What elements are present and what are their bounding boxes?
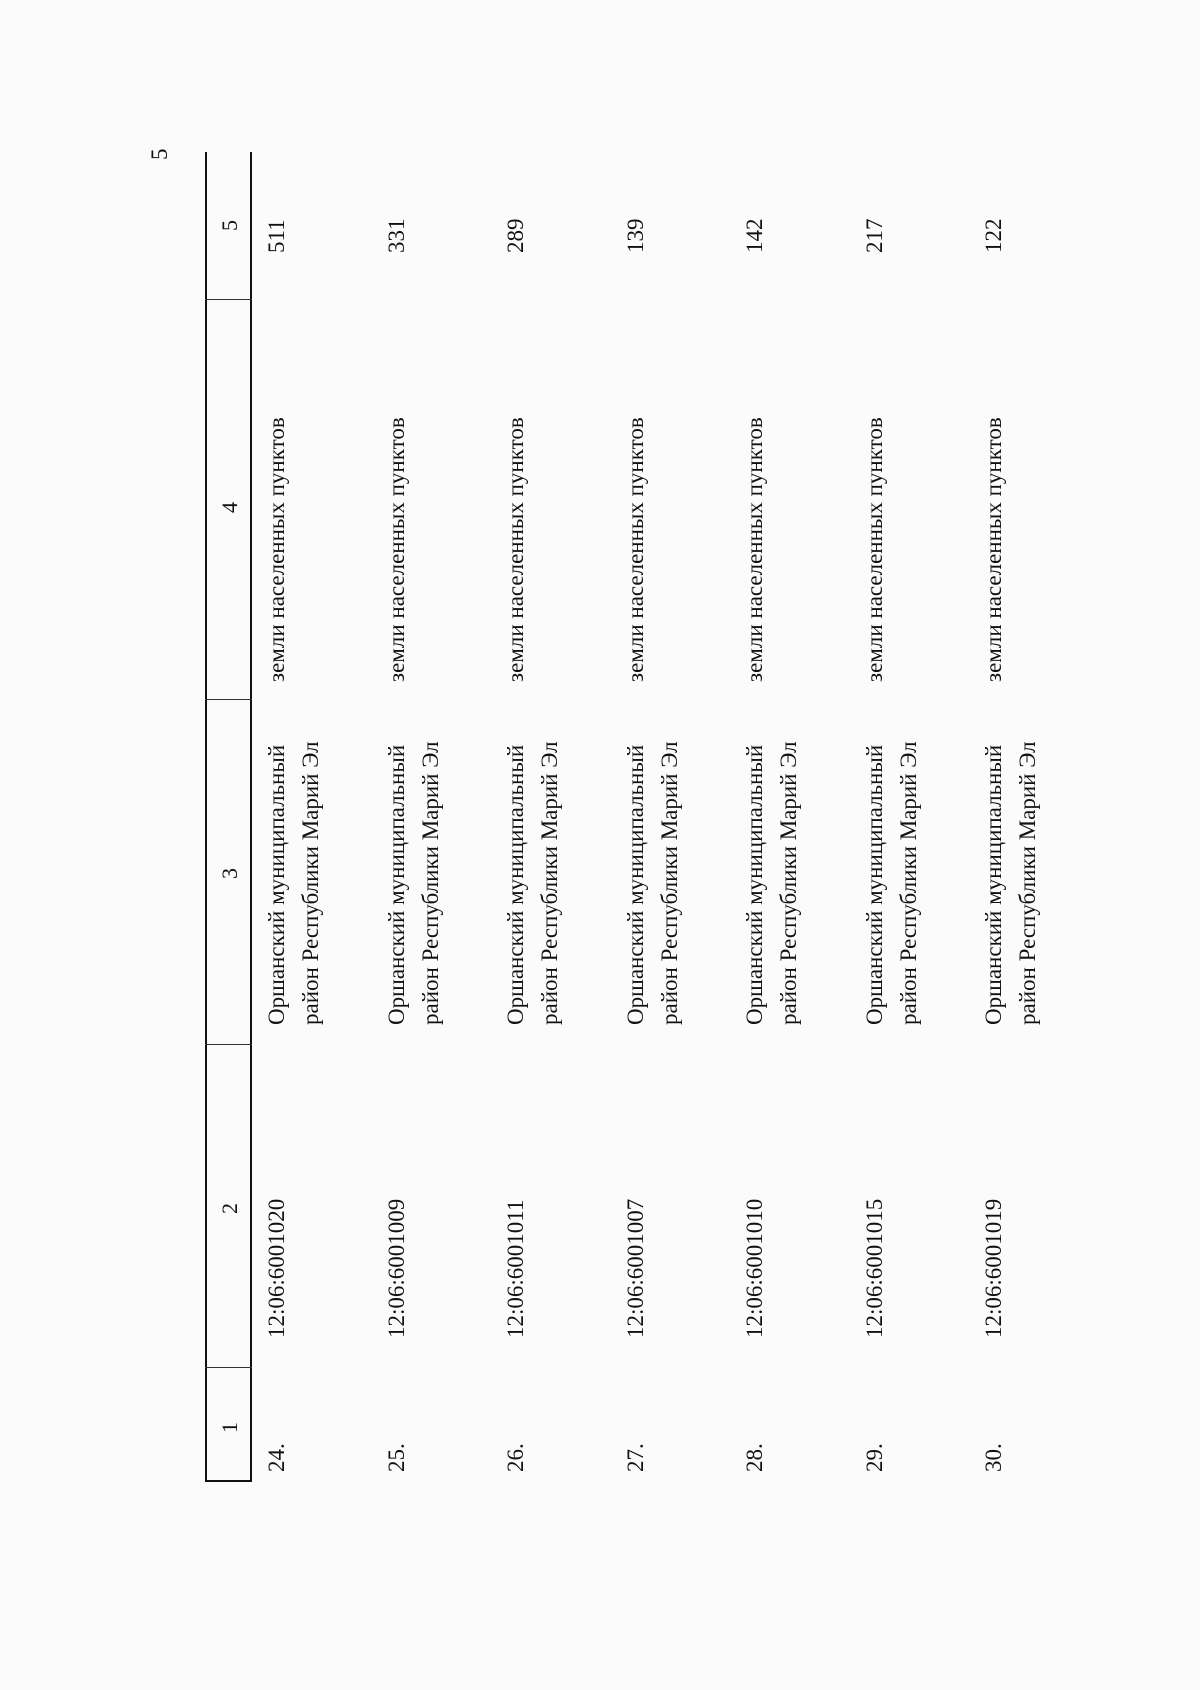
- value-cell: 142: [742, 218, 767, 253]
- location-cell-line2: район Республики Марий Эл: [298, 741, 323, 1025]
- cadastral-number-cell: 12:06:6001019: [981, 1198, 1006, 1338]
- location-cell-line2: район Республики Марий Эл: [1015, 741, 1040, 1025]
- location-cell-line2: район Республики Марий Эл: [537, 741, 562, 1025]
- column-separator: [205, 1044, 252, 1045]
- row-number-cell: 29.: [861, 1443, 887, 1472]
- value-cell: 511: [264, 219, 289, 253]
- column-header-3: 3: [217, 868, 242, 879]
- value-cell: 289: [503, 218, 528, 253]
- value-cell: 122: [981, 218, 1006, 253]
- table-top-rule: [205, 152, 207, 1482]
- location-cell-line2: район Республики Марий Эл: [776, 741, 801, 1025]
- page-number: 5: [147, 148, 172, 160]
- row-number-cell: 25.: [383, 1443, 409, 1472]
- column-separator: [205, 699, 252, 700]
- land-category-cell: земли населенных пунктов: [264, 417, 289, 682]
- value-cell: 217: [861, 218, 887, 253]
- location-cell-line1: Оршанский муниципальный: [861, 744, 887, 1025]
- land-category-cell: земли населенных пунктов: [861, 417, 887, 682]
- row-number-cell: 28.: [742, 1443, 767, 1472]
- table-header-bottom-rule: [250, 152, 252, 1482]
- land-category-cell: земли населенных пунктов: [981, 417, 1006, 682]
- land-category-cell: земли населенных пунктов: [383, 417, 409, 682]
- cadastral-number-cell: 12:06:6001011: [503, 1199, 528, 1338]
- location-cell-line1: Оршанский муниципальный: [264, 744, 289, 1025]
- column-header-1: 1: [217, 1422, 242, 1433]
- location-cell-line2: район Республики Марий Эл: [417, 741, 443, 1025]
- cadastral-number-cell: 12:06:6001007: [622, 1198, 648, 1338]
- cadastral-number-cell: 12:06:6001010: [742, 1198, 767, 1338]
- location-cell-line2: район Республики Марий Эл: [656, 741, 682, 1025]
- column-header-2: 2: [217, 1203, 242, 1214]
- row-number-cell: 26.: [503, 1443, 528, 1472]
- cadastral-number-cell: 12:06:6001015: [861, 1198, 887, 1338]
- location-cell-line1: Оршанский муниципальный: [742, 744, 767, 1025]
- column-separator: [205, 1367, 252, 1368]
- table-left-border: [205, 1480, 252, 1482]
- land-category-cell: земли населенных пунктов: [622, 417, 648, 682]
- value-cell: 139: [622, 218, 648, 253]
- location-cell-line1: Оршанский муниципальный: [503, 744, 528, 1025]
- column-header-4: 4: [217, 502, 242, 513]
- location-cell-line1: Оршанский муниципальный: [622, 744, 648, 1025]
- location-cell-line2: район Республики Марий Эл: [895, 741, 921, 1025]
- row-number-cell: 30.: [981, 1443, 1006, 1472]
- location-cell-line1: Оршанский муниципальный: [981, 744, 1006, 1025]
- location-cell-line1: Оршанский муниципальный: [383, 744, 409, 1025]
- cadastral-number-cell: 12:06:6001020: [264, 1198, 289, 1338]
- row-number-cell: 27.: [622, 1443, 648, 1472]
- value-cell: 331: [383, 218, 409, 253]
- column-separator: [205, 299, 252, 300]
- land-category-cell: земли населенных пунктов: [503, 417, 528, 682]
- cadastral-number-cell: 12:06:6001009: [383, 1198, 409, 1338]
- row-number-cell: 24.: [264, 1443, 289, 1472]
- column-header-5: 5: [217, 220, 242, 231]
- land-category-cell: земли населенных пунктов: [742, 417, 767, 682]
